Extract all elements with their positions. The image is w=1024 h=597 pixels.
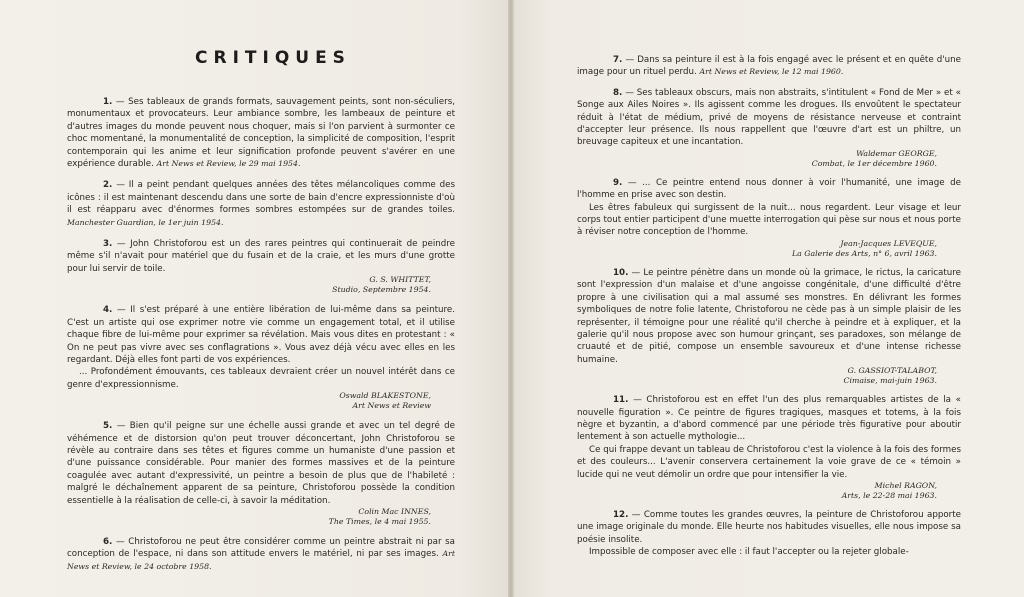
critique-1: 1. — Ses tableaux de grands formats, sauvagement peints, sont non-séculiers, monumentaux et provocateurs. Leur ambiance sombre, les lambeaux de peinture et d'autres images du monde peuvent nous choquer, mais si l'on parvient à surmonter ce choc momentané, la monumentalité de conception, la simplicité de composition, l'esprit contemporain qui les anime et leur signification profonde peuvent s'avérer en une expérience durable. Art News et Review, le 29 mai 1954. bbox=[67, 97, 456, 170]
critique-text: — Ses tableaux obscurs, mais non abstraits, s'intitulent « Fond de Mer » et « Songe aux Ailes Noires ». Ils agissent comme les drogues. Ils envoûtent le spectateur réduit à l'état de médium, privé de moyens de résistance nerveuse et contraint d'accepter leur présence. Ils nous rappellent que l'œuvre d'art est un philtre, un breuvage capiteux et une incantation. bbox=[577, 87, 961, 148]
critique-text: — John Christoforou est un des rares peintres qui continuerait de peindre même s'il n'avait pour matériel que du fusain et de la craie, et les murs d'une grotte pour lui servir de toile. bbox=[67, 239, 455, 274]
critique-source: G. GASSIOT-TALABOT, Cimaise, mai-juin 1963. bbox=[843, 366, 937, 386]
critique-source: Waldemar GEORGE, Combat, le 1er décembre 1960. bbox=[811, 148, 937, 168]
critique-source: Oswald BLAKESTONE, Art News et Review bbox=[339, 391, 431, 411]
critique-text: — Il s'est préparé à une entière libération de lui-même dans sa peinture. C'est un artiste qui ose exprimer notre vie comme un engagement total, et il utilise chaque fibre de lui-même pour exprimer sa révélation. Mais vous dites en protestant : « On ne peut pas vivre avec ses conflagrations ». Vous avez déjà vécu avec elles en les regardant. Déjà elles font parti de vos expériences. bbox=[67, 305, 455, 365]
critique-text: — Comme toutes les grandes œuvres, la peinture de Christoforou apporte une image originale du monde. Elle heurte nos habitudes visuelles, elle nous impose sa poésie insolite. bbox=[577, 509, 961, 545]
critique-text-continued: Impossible de composer avec elle : il faut l'accepter ou la rejeter globale- bbox=[589, 547, 909, 558]
critique-source: Art News et Review, le 24 octobre 1958. bbox=[67, 549, 456, 571]
left-column bbox=[67, 96, 455, 573]
critique-source: Art News et Review, le 12 mai 1960. bbox=[699, 67, 844, 77]
critique-12: 12. — Comme toutes les grandes œuvres, la peinture de Christoforou apporte une image originale du monde. Elle heurte nos habitudes visuelles, elle nous impose sa poésie insolite. Impossible de composer avec elle : il faut l'accepter ou la rejeter globale- bbox=[577, 509, 961, 558]
critique-source: Manchester Guardian, le 1er juin 1954. bbox=[67, 217, 224, 227]
critique-text: — Ses tableaux de grands formats, sauvagement peints, sont non-séculiers, monumentaux et provocateurs. Leur ambiance sombre, les lambeaux de peinture et d'autres images du monde peuvent nous choquer, mais si l'on parvient à surmonter ce choc momentané, la monumentalité de conception, la simplicité de composition, l'esprit contemporain qui les anime et leur signification profonde peuvent s'avérer en une expérience durable. bbox=[67, 97, 456, 170]
critique-text: — Il a peint pendant quelques années des têtes mélancoliques comme des icônes : il est maintenant descendu dans une sorte de bain d'encre expressionniste d'où il est réapparu avec d'énormes formes sombres estompées sur de grandes toiles. bbox=[67, 180, 455, 216]
critique-text: — Le peintre pénètre dans un monde où la grimace, le rictus, la caricature sont l'expression d'un malaise et d'une angoisse congénitale, d'une difficulté d'être propre à une civilisation qui a mal assumé ses monstres. En délivrant les formes symboliques de notre folie latente, Christoforou ne cède pas à un simple plaisir de les représenter, il témoigne pour une réalité qu'il cherche à peindre et à expliquer, et la galerie qu'il nous propose avec son humour grinçant, ses paradoxes, son mélange de cruauté et de pitié, compose un ensemble savoureux et d'une intense richesse humaine. bbox=[577, 267, 962, 365]
critique-text: — Christoforou ne peut être considérer comme un peintre abstrait ni par sa conception de l'espace, ni dans son attitude envers le matériel, ni par ses images. bbox=[67, 536, 455, 560]
critique-text-continued: Les êtres fabuleux qui surgissent de la nuit... nous regardent. Leur visage et leur corps tout entier participent d'une muette interrogation qui pèse sur nous et nous porte à réviser notre conception de l'homme. bbox=[577, 202, 961, 238]
critique-text: — Bien qu'il peigne sur une échelle aussi grande et avec un tel degré de véhémence et de distorsion qu'on peut trouver déconcertant, John Christoforou se révèle au contraire dans ses têtes et figures comme un humaniste d'une passion et d'une puissance considérable. Pour manier des formes massives et de la peinture coagulée avec autant d'expressivité, un peintre a besoin de plus que de l'habileté : malgré le déchaînement apparent de sa peinture, Christoforou possède la condition essentielle à la réalisation de celle-ci, à savoir la méditation. bbox=[67, 421, 455, 506]
critique-3: 3. — John Christoforou est un des rares peintres qui continuerait de peindre même s'il n'avait pour matériel que du fusain et de la craie, et les murs d'une grotte pour lui servir de toile. G. S. WHITTET, Studio, Septembre 1954. bbox=[67, 239, 455, 295]
critique-7: 7. — Dans sa peinture il est à la fois engagé avec le présent et en quête d'une image pour un rituel perdu. Art News et Review, le 12 mai 1960. bbox=[577, 55, 961, 78]
page-title: CRITIQUES bbox=[195, 48, 351, 68]
critique-11: 11. — Christoforou est en effet l'un des plus remarquables artistes de la « nouvelle figuration ». Ce peintre de figures tragiques, masques et totems, à la fois nègre et byzantin, a d'abord commencé par une période très figurative pour aboutir lentement à son actuelle mythologie... Ce qui frappe devant un tableau de Christoforou c'est la violence à la fois des formes et des couleurs... L'avenir conservera certainement la voie grave de ce « témoin » lucide qui ne veut démolir un ordre que pour intensifier la vie. Michel RAGON, Arts, le 22-28 mai 1963. bbox=[577, 395, 961, 500]
critique-source: Colin Mac INNES, The Times, le 4 mai 1955. bbox=[328, 506, 431, 526]
book-gutter bbox=[508, 0, 514, 597]
critique-6: 6. — Christoforou ne peut être considérer comme un peintre abstrait ni par sa conception de l'espace, ni dans son attitude envers le matériel, ni par ses images. Art News et Review, le 24 octobre 1958. bbox=[67, 536, 456, 571]
critique-source: Art News et Review, le 29 mai 1954. bbox=[156, 159, 301, 169]
critique-10: 10. — Le peintre pénètre dans un monde où la grimace, le rictus, la caricature sont l'expression d'un malaise et d'une angoisse congénitale, d'une difficulté d'être propre à une civilisation qui a mal assumé ses monstres. En délivrant les formes symboliques de notre folie latente, Christoforou ne cède pas à un simple plaisir de les représenter, il témoigne pour une réalité qu'il cherche à peindre et à expliquer, et la galerie qu'il nous propose avec son humour grinçant, ses paradoxes, son mélange de cruauté et de pitié, compose un ensemble savoureux et d'une intense richesse humaine. G. GASSIOT-TALABOT, Cimaise, mai-juin 1963. bbox=[577, 267, 962, 386]
critique-text-continued: Ce qui frappe devant un tableau de Christoforou c'est la violence à la fois des formes et des couleurs... L'avenir conservera certainement la voie grave de ce « témoin » lucide qui ne veut démolir un ordre que pour intensifier la vie. bbox=[577, 444, 961, 480]
critique-5: 5. — Bien qu'il peigne sur une échelle aussi grande et avec un tel degré de véhémence et de distorsion qu'on peut trouver déconcertant, John Christoforou se révèle au contraire dans ses têtes et figures comme un humaniste d'une passion et d'une puissance considérable. Pour manier des formes massives et de la peinture coagulée avec autant d'expressivité, un peintre a besoin de plus que de l'habileté : malgré le déchaînement apparent de sa peinture, Christoforou possède la condition essentielle à la réalisation de celle-ci, à savoir la méditation. Colin Mac INNES, The Times, le 4 mai 1955. bbox=[67, 421, 455, 526]
critique-source: Michel RAGON, Arts, le 22-28 mai 1963. bbox=[841, 480, 937, 500]
critique-4: 4. — Il s'est préparé à une entière libération de lui-même dans sa peinture. C'est un artiste qui ose exprimer notre vie comme un engagement total, et il utilise chaque fibre de lui-même pour exprimer sa révélation. Mais vous dites en protestant : « On ne peut pas vivre avec ses conflagrations ». Vous avez déjà vécu avec elles en les regardant. Déjà elles font parti de vos expériences. ... Profondément émouvants, ces tableaux devraient créer un nouvel intérêt dans ce genre d'expressionnisme. Oswald BLAKESTONE, Art News et Review bbox=[67, 305, 455, 411]
critique-text-continued: ... Profondément émouvants, ces tableaux devraient créer un nouvel intérêt dans ce genre d'expressionnisme. bbox=[67, 367, 455, 390]
critique-text: — Christoforou est en effet l'un des plus remarquables artistes de la « nouvelle figuration ». Ce peintre de figures tragiques, masques et totems, à la fois nègre et byzantin, a d'abord commencé par une période très figurative pour aboutir lentement à son actuelle mythologie... bbox=[577, 395, 961, 443]
critique-8: 8. — Ses tableaux obscurs, mais non abstraits, s'intitulent « Fond de Mer » et « Songe aux Ailes Noires ». Ils agissent comme les drogues. Ils envoûtent le spectateur réduit à l'état de médium, privé de moyens de résistance nerveuse et contraint d'accepter leur présence. Ils nous rappellent que l'œuvre d'art est un philtre, un breuvage capiteux et une incantation. Waldemar GEORGE, Combat, le 1er décembre 1960. bbox=[577, 87, 961, 168]
critique-source: G. S. WHITTET, Studio, Septembre 1954. bbox=[332, 275, 431, 295]
critique-2: 2. — Il a peint pendant quelques années des têtes mélancoliques comme des icônes : il est maintenant descendu dans une sorte de bain d'encre expressionniste d'où il est réapparu avec d'énormes formes sombres estompées sur de grandes toiles. Manchester Guardian, le 1er juin 1954. bbox=[67, 180, 455, 227]
critique-text: — ... Ce peintre entend nous donner à voir l'humanité, une image de l'homme en prise avec son destin. bbox=[577, 177, 961, 201]
critique-source: Jean-Jacques LEVEQUE, La Galerie des Arts, n° 6, avril 1963. bbox=[791, 238, 937, 258]
right-column bbox=[577, 54, 961, 559]
critique-text: — Dans sa peinture il est à la fois engagé avec le présent et en quête d'une image pour un rituel perdu. bbox=[577, 55, 961, 78]
critique-9: 9. — ... Ce peintre entend nous donner à voir l'humanité, une image de l'homme en prise avec son destin. Les êtres fabuleux qui surgissent de la nuit... nous regardent. Leur visage et leur corps tout entier participent d'une muette interrogation qui pèse sur nous et nous porte à réviser notre conception de l'homme. Jean-Jacques LEVEQUE, La Galerie des Arts, n° 6, avril 1963. bbox=[577, 177, 961, 258]
